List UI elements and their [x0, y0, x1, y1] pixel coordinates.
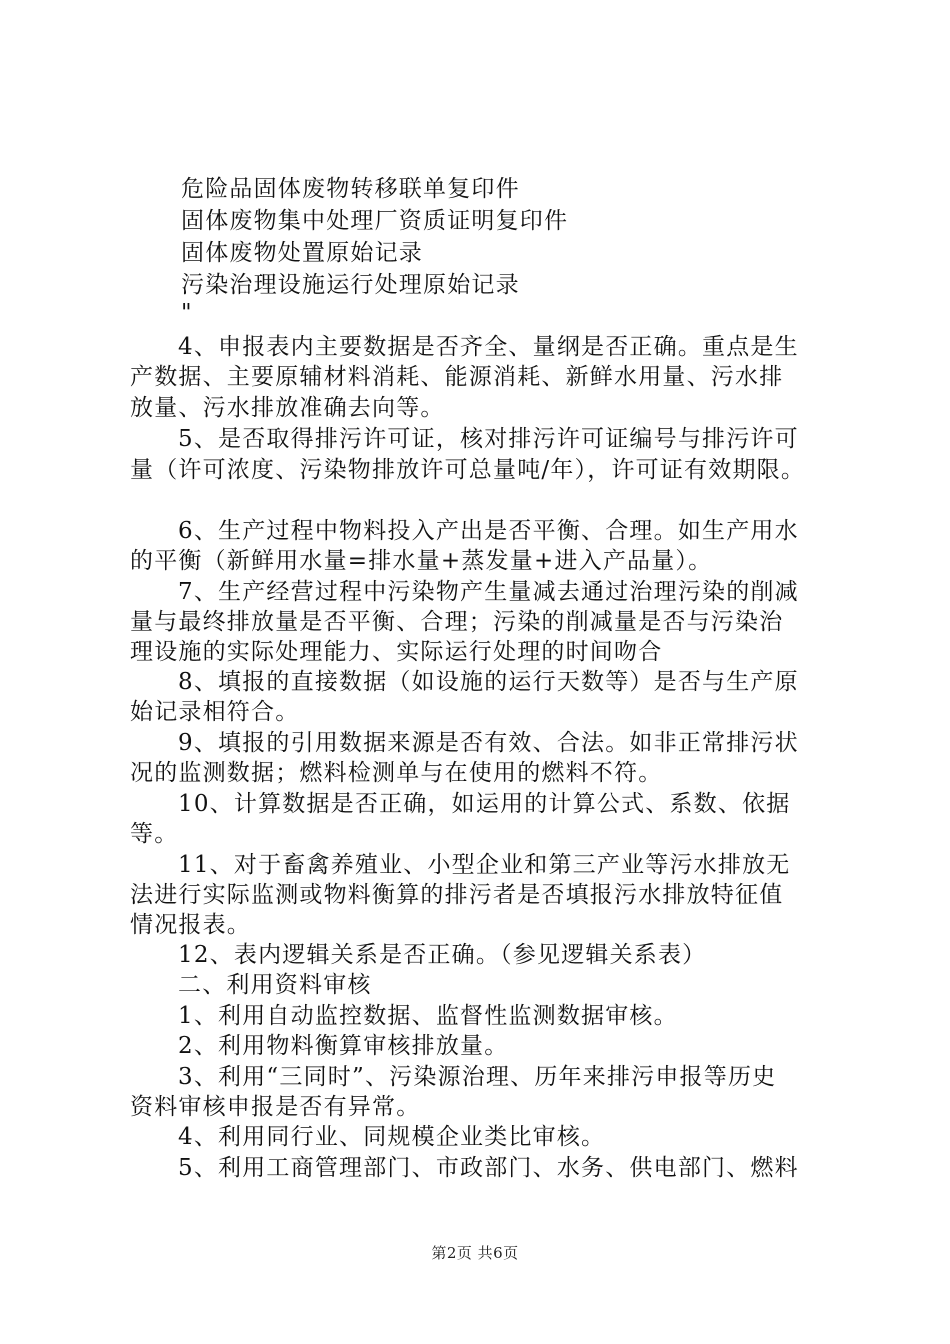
text-line: 9、填报的引用数据来源是否有效、合法。如非正常排污状 [178, 730, 799, 756]
text-line: 1、利用自动监控数据、监督性监测数据审核。 [178, 1003, 678, 1029]
text-line: 产数据、主要原辅材料消耗、能源消耗、新鲜水用量、污水排 [130, 364, 784, 390]
text-line: 等。 [130, 821, 179, 847]
text-line: 10、计算数据是否正确，如运用的计算公式、系数、依据 [178, 791, 791, 817]
text-line: 固体废物集中处理厂资质证明复印件 [181, 208, 569, 234]
text-line: 11、对于畜禽养殖业、小型企业和第三产业等污水排放无 [178, 852, 791, 878]
text-line: 始记录相符合。 [130, 699, 300, 725]
text-line: 放量、污水排放准确去向等。 [130, 395, 445, 421]
text-line: 8、填报的直接数据（如设施的运行天数等）是否与生产原 [178, 669, 799, 695]
text-line: 法进行实际监测或物料衡算的排污者是否填报污水排放特征值 [130, 882, 784, 908]
text-line: 4、利用同行业、同规模企业类比审核。 [178, 1124, 606, 1150]
text-line: 的平衡（新鲜用水量=排水量+蒸发量+进入产品量）。 [130, 548, 713, 574]
text-line: 6、生产过程中物料投入产出是否平衡、合理。如生产用水 [178, 518, 799, 544]
text-line: 危险品固体废物转移联单复印件 [181, 176, 520, 202]
text-line: 12、表内逻辑关系是否正确。（参见逻辑关系表） [178, 942, 707, 968]
text-line: 理设施的实际处理能力、实际运行处理的时间吻合 [130, 639, 663, 665]
text-line: 3、利用“三同时”、污染源治理、历年来排污申报等历史 [178, 1064, 777, 1090]
text-line: 7、生产经营过程中污染物产生量减去通过治理污染的削减 [178, 579, 799, 605]
text-line: 量与最终排放量是否平衡、合理；污染的削减量是否与污染治 [130, 609, 784, 635]
page-number-footer: 第2页 共6页 [431, 1244, 519, 1262]
text-line: 5、利用工商管理部门、市政部门、水务、供电部门、燃料 [178, 1155, 799, 1181]
text-line: 2、利用物料衡算审核排放量。 [178, 1033, 509, 1059]
text-line: 况的监测数据；燃料检测单与在使用的燃料不符。 [130, 760, 663, 786]
section-heading: 二、利用资料审核 [178, 972, 372, 998]
text-line: 量（许可浓度、污染物排放许可总量吨/年），许可证有效期限。 [130, 457, 806, 483]
text-line: 4、申报表内主要数据是否齐全、量纲是否正确。重点是生 [178, 334, 799, 360]
text-line: 情况报表。 [130, 912, 251, 938]
text-line: 固体废物处置原始记录 [181, 240, 423, 266]
text-line: 资料审核申报是否有异常。 [130, 1094, 421, 1120]
text-line: " [181, 300, 193, 326]
text-line: 5、是否取得排污许可证，核对排污许可证编号与排污许可 [178, 426, 799, 452]
text-line: 污染治理设施运行处理原始记录 [181, 272, 520, 298]
